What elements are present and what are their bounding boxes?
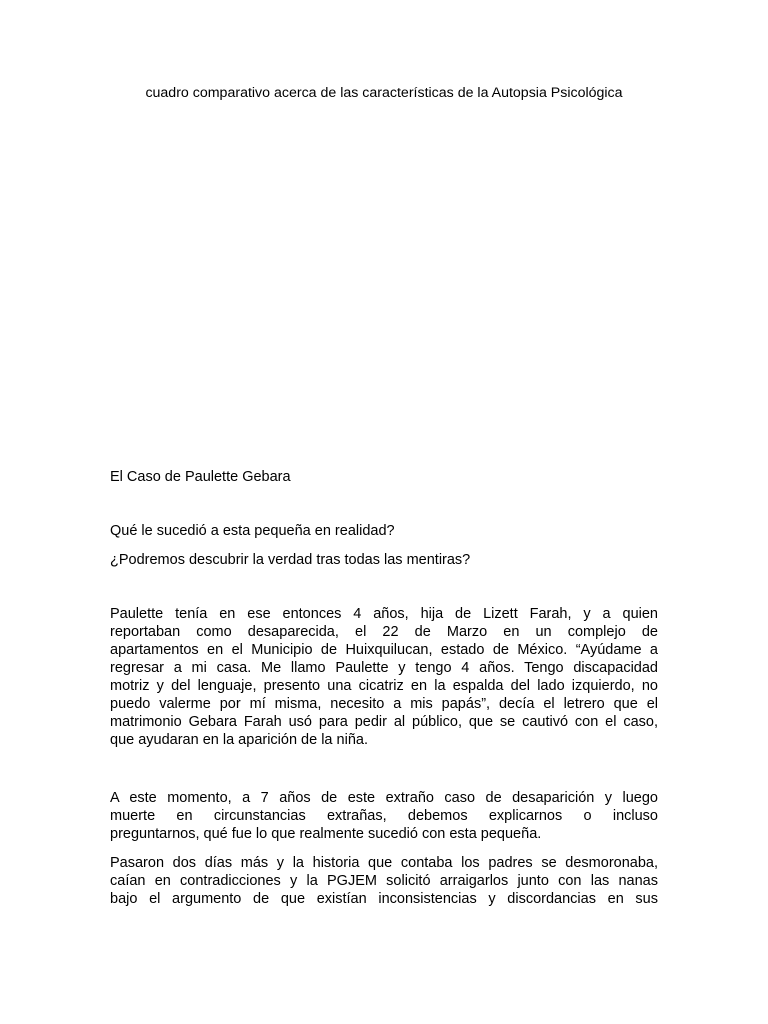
- paragraph-3-line: Pasaron dos días más y la historia que contaba los padres se desmoronaba,: [110, 855, 658, 871]
- paragraph-3: [110, 854, 658, 908]
- paragraph-1: [110, 605, 658, 749]
- paragraph-1-line: apartamentos en el Municipio de Huixquilucan, estado de México. “Ayúdame a: [110, 642, 658, 658]
- paragraph-1-line: matrimonio Gebara Farah usó para pedir al público, que se cautivó con el caso,: [110, 714, 658, 730]
- paragraph-2-line: A este momento, a 7 años de este extraño caso de desaparición y luego: [110, 790, 658, 806]
- paragraph-3-line: caían en contradicciones y la PGJEM solicitó arraigarlos junto con las nanas: [110, 873, 658, 889]
- paragraph-1-line: puedo valerme por mí misma, necesito a mis papás”, decía el letrero que el: [110, 696, 658, 712]
- section-title: El Caso de Paulette Gebara: [110, 469, 291, 485]
- document-title: cuadro comparativo acerca de las características de la Autopsia Psicológica: [145, 85, 623, 101]
- paragraph-1-line: reportaban como desaparecida, el 22 de Marzo en un complejo de: [110, 624, 658, 640]
- paragraph-1-line: Paulette tenía en ese entonces 4 años, hija de Lizett Farah, y a quien: [110, 606, 658, 622]
- paragraph-1-line: motriz y del lenguaje, presento una cicatriz en la espalda del lado izquierdo, no: [110, 678, 658, 694]
- paragraph-2-line: preguntarnos, qué fue lo que realmente sucedió con esta pequeña.: [110, 826, 542, 842]
- paragraph-1-line: regresar a mi casa. Me llamo Paulette y tengo 4 años. Tengo discapacidad: [110, 660, 658, 676]
- paragraph-2: [110, 789, 658, 843]
- paragraph-1-line: que ayudaran en la aparición de la niña.: [110, 732, 368, 748]
- paragraph-3-line: bajo el argumento de que existían inconsistencias y discordancias en sus: [110, 891, 658, 907]
- question-1: Qué le sucedió a esta pequeña en realidad?: [110, 523, 395, 539]
- question-2: ¿Podremos descubrir la verdad tras todas las mentiras?: [110, 552, 471, 568]
- paragraph-2-line: muerte en circunstancias extrañas, debemos explicarnos o incluso: [110, 808, 658, 824]
